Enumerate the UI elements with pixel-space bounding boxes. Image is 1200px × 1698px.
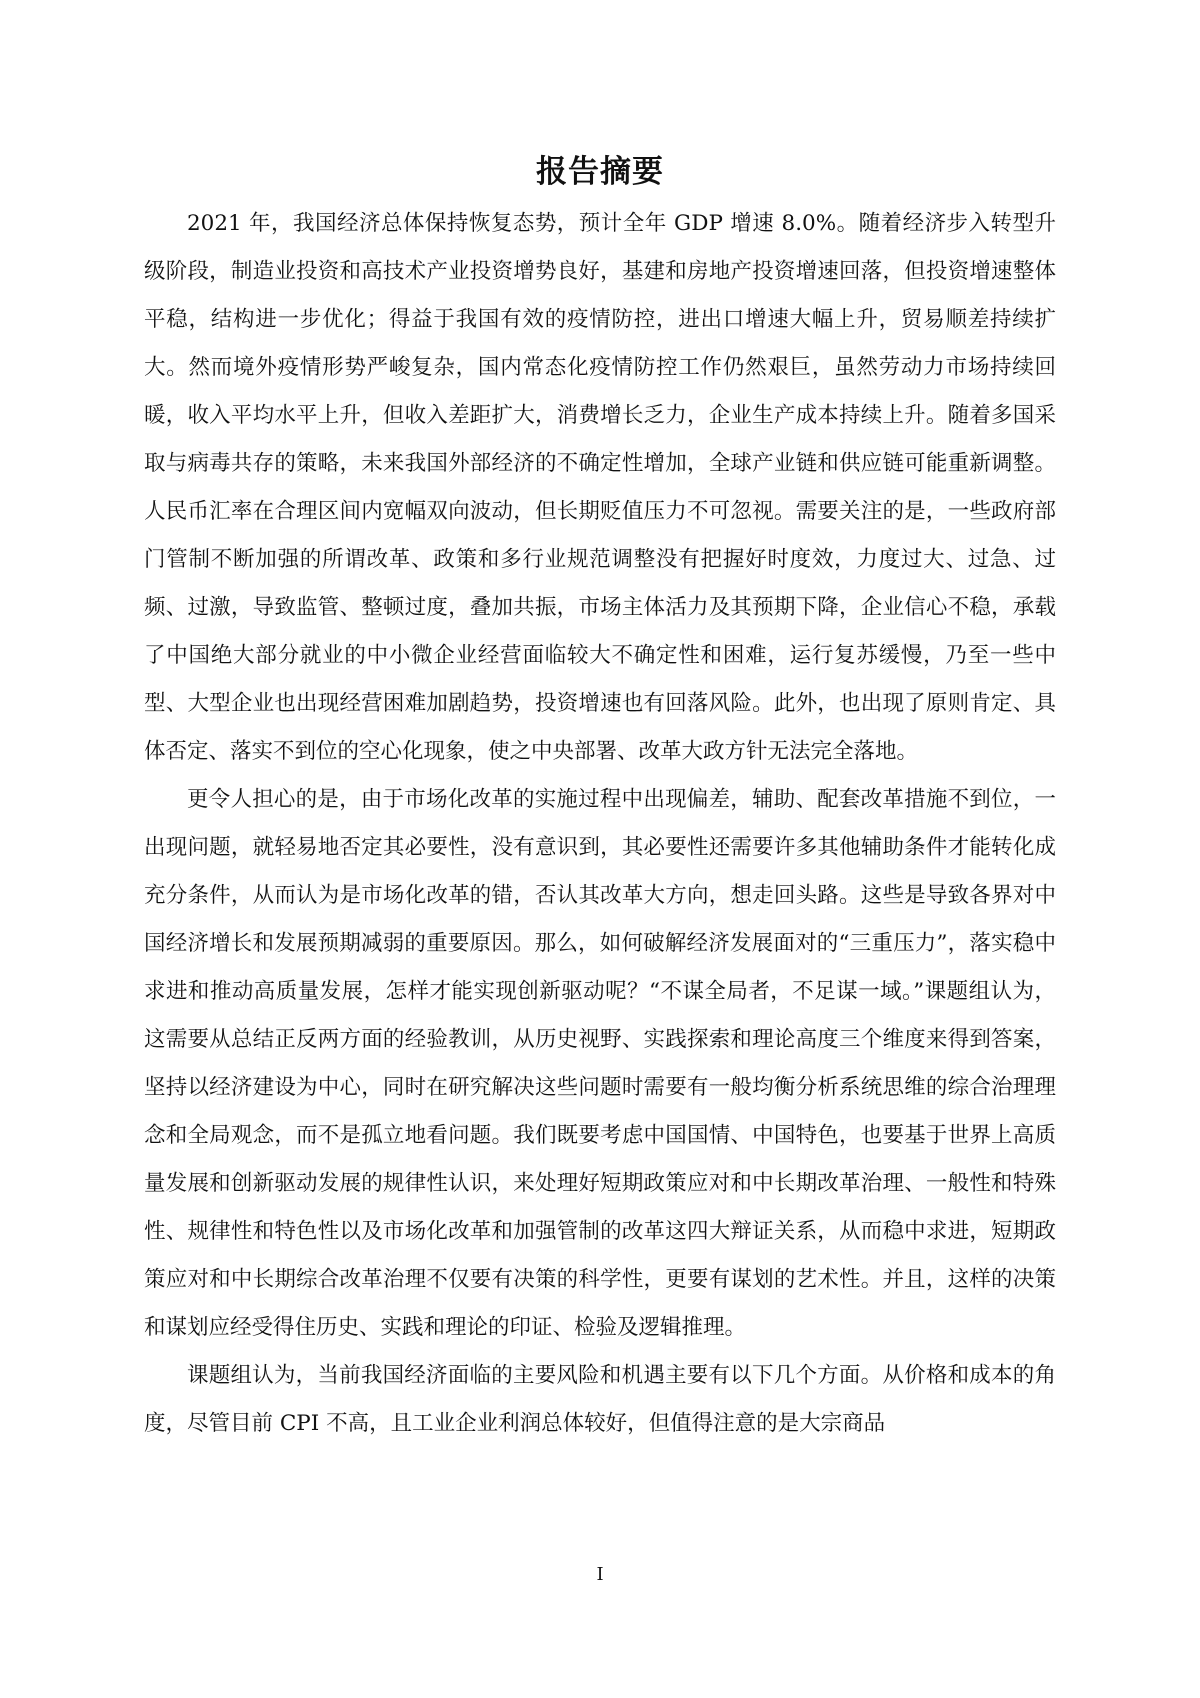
paragraph-1: 2021 年，我国经济总体保持恢复态势，预计全年 GDP 增速 8.0%。随着经济步入转型升级阶段，制造业投资和高技术产业投资增势良好，基建和房地产投资增速回落，但投资增速整体平稳，结构进一步优化；得益于我国有效的疫情防控，进出口增速大幅上升，贸易顺差持续扩大。然而境外疫情形势严峻复杂，国内常态化疫情防控工作仍然艰巨，虽然劳动力市场持续回暖，收入平均水平上升，但收入差距扩大，消费增长乏力，企业生产成本持续上升。随着多国采取与病毒共存的策略，未来我国外部经济的不确定性增加，全球产业链和供应链可能重新调整。人民币汇率在合理区间内宽幅双向波动，但长期贬值压力不可忽视。需要关注的是，一些政府部门管制不断加强的所谓改革、政策和多行业规范调整没有把握好时度效，力度过大、过急、过频、过激，导致监管、整顿过度，叠加共振，市场主体活力及其预期下降，企业信心不稳，承载了中国绝大部分就业的中小微企业经营面临较大不确定性和困难，运行复苏缓慢，乃至一些中型、大型企业也出现经营困难加剧趋势，投资增速也有回落风险。此外，也出现了原则肯定、具体否定、落实不到位的空心化现象，使之中央部署、改革大政方针无法完全落地。 [144, 211, 1056, 764]
paragraph-3: 课题组认为，当前我国经济面临的主要风险和机遇主要有以下几个方面。从价格和成本的角度，尽管目前 CPI 不高，且工业企业利润总体较好，但值得注意的是大宗商品 [144, 1363, 1056, 1436]
paragraph-2: 更令人担心的是，由于市场化改革的实施过程中出现偏差，辅助、配套改革措施不到位，一出现问题，就轻易地否定其必要性，没有意识到，其必要性还需要许多其他辅助条件才能转化成充分条件，从而认为是市场化改革的错，否认其改革大方向，想走回头路。这些是导致各界对中国经济增长和发展预期减弱的重要原因。那么，如何破解经济发展面对的“三重压力”，落实稳中求进和推动高质量发展，怎样才能实现创新驱动呢？“不谋全局者，不足谋一域。”课题组认为，这需要从总结正反两方面的经验教训，从历史视野、实践探索和理论高度三个维度来得到答案，坚持以经济建设为中心，同时在研究解决这些问题时需要有一般均衡分析系统思维的综合治理理念和全局观念，而不是孤立地看问题。我们既要考虑中国国情、中国特色，也要基于世界上高质量发展和创新驱动发展的规律性认识，来处理好短期政策应对和中长期改革治理、一般性和特殊性、规律性和特色性以及市场化改革和加强管制的改革这四大辩证关系，从而稳中求进，短期政策应对和中长期综合改革治理不仅要有决策的科学性，更要有谋划的艺术性。并且，这样的决策和谋划应经受得住历史、实践和理论的印证、检验及逻辑推理。 [144, 787, 1056, 1340]
document-body [144, 200, 1056, 1448]
page-title: 报告摘要 [536, 154, 664, 190]
page-number: I [596, 1564, 604, 1585]
